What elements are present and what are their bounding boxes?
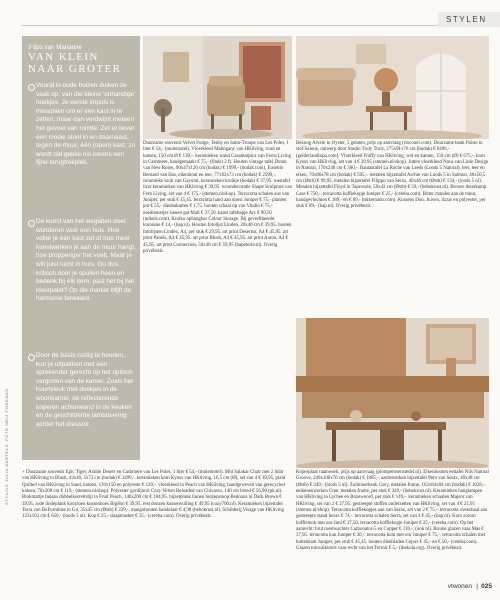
photo-window-room — [296, 36, 489, 139]
photo-credit: STYLING JULIA BARTELS, FOTO MEIJ FOREMAN — [4, 388, 9, 505]
caption-bottom: + Duurzame souvenir Epic Tiger, Arabie Desert en Cashmere van Les Poles, 1 liter € 54,- (molemotel). Mid Salakar Chair met 2 ltdat van HKliving in Blush, 43x40, 5x73 cm (bodak) € 1499,-. keramieken kom Kyuss van HKliving, 16,5 cm (Ø), set van 4 € 39,95, plaid Quilted van HKliving in Sand, katoen, 130x150 en polyester € 129,-. vloerkleed in Peach van HKliving, handgeweven van gerecycled katoen, 70x200 cm € 119,- (stemen.nl/shop). Polyester gordijnrol Cozy Velvet Reloaded van Chivasso, 140 cm breed € 56,90 (pk.nl). Blokmattje Innsau dubbelkorreltstijl in Fruit Peach, 140x200 cm € 184,95. bijzetplank linnen huizenstoop Bedoazo in Dark Brown € 39,95. rode lindeplank koorzoen kussenhoes BigHoi € 39,95. rest donzen kussenvulling € 49,95 (cozy700.nl). Keramieken bijzettafel Terra van BoFurniture to Go, 35x45 cm (Østb) € 239,-. mangohouten kandelaar € 4,98 (bebokrust.nl). Schilderij Visage van HKliving 123x163 cm € 650,- (loods 5 nl). Kop € 25,- slaapmasker € 35,- (cereba.com). Overig privébezit. — [22, 470, 286, 520]
section-label: STYLEN — [438, 12, 500, 27]
caption-column-3: Koperplaat raamwerk, prijs op aanvraag (plomperosenstedel.nl). Eikenhouten eettafel Nils Natural Groove, 240x100x76 cm (bodak) € 1885,-. aardewerken bijzettafel Pero van Serax, 40x38 cm (Østb) € 349,- (loods 5 nl). Zuiltonerbank Cosy, metalen frame, 162x84x84 cm (bodak) € 1028,-. eeikenenwerken Cree, metalen frame, per stuk € 349,- (bebokrust.nl). Keramieken hanglampen van HKliving in Lychee en Rozewoord, per stuk € 149,-. keramieken schaalen Majsor van HKliving, set van 2 € 27,95. gestreepte stoffen onderzetten van HKliving, set van 4 € 21,95 (stemen.nl/shop). Terracotta koffiekopjes aan van Serax, set van 2 € 75,-. terracotta ovensbaal aan gestreepte stand Serax € 74,-. terracotta schalen Serra, set van 4 € 45,- (bap.nl). Kom zorom koffiemok met oor Juni € 17,50. terracotta koffiekopje Juniper € 25,- (cereba.com). Op het aanrecht: brut roestwachter Carbonator-5 en Copper € 110,-, (ook nl). Bruine glazen vaas Mas € 37,95. terracotta kan Juniper € 30,-. terracotta kom met oor Juniper € 75,-. terracotta schalen met buitenkant Juniper, per stuk € 45,45. houten dienbladen Cejors € 45,- en € 50,- (cereba.com). Glazen tuinvalkurels vaas recht van het Terroir € 5,- (thekola.org). Overig privébezit. — [296, 470, 489, 552]
tips-panel — [22, 36, 140, 460]
tip-2: De kunst van het weglaten doet wonderen voor een huis. Hoe voller je een kast zet of hoe meer kunstwerken je aan de muur hangt, hoe propperiger het voelt. Maar je wilt juist lucht in huis. Go dus kritisch door je spullen heen en bedenk bij elk item: past het bij het kleurpalet? Op die manier blijft de harmonie bewaard. — [36, 218, 136, 303]
header-rule — [22, 25, 438, 26]
footer-separator: | — [476, 583, 478, 590]
tip-bullet-icon — [28, 220, 35, 227]
caption-column-2: Bekung Alvere in Oyster, 5 gelaten, prijs op aanvraag (rioconel.com). Duurzame bank Paiste in stof Salone, ontwerp door Studio Truly Truly, 275x91x76 cm (bodak) € 6490,- (gelderlandlopo.com). Vloerkleed Fluffy van HKliving, wol en katoen, 150 cm (Ø) € 675,-. kom Kyuss van HKliving, set van 4 € 39,95 (stemen.nl/shop). Jutten vloerkleed Nava van Linie Design in Natural, 170x240 cm € 580,-. Bautastafel La Roche van Leeds (Loods 5 Natural), leer, leer en eiken, 70x86x78 cm (bodak) € 595,-. metalen bijzettafel Archie van Loods 5 in Salmon, 40x50,5 cm (Østb) € 99,95. metalen bijzettafel Filippo van Serax, 40x46 cm (Østb) € 134,- (loods 5 nl). Metalen bijzettafel Floyd in Taprosole, 50x42 cm (Østb) € 59,- (bebokrust.nl). Bronze theerkamp Case € 750,-. terracotta koffiekopje Juniper € 25,- (cereba.com). Ritter mandes aan de muur, handgevlochten € 189,- en € 89,- (mikemado.com). Kussens Duo, Juiven, lizzar en polyester, per stuk € 89,- (bap.nl). Overig privébezit. — [296, 141, 489, 210]
tips-title: VAN KLEIN NAAR GROTER — [28, 51, 122, 75]
photo-kitchen — [296, 318, 489, 468]
footer-brand: vtwonen — [447, 583, 472, 590]
tip-bullet-icon — [28, 354, 35, 361]
photo-reading-corner — [143, 36, 292, 139]
tip-3: Door de basis rustig te houden, kun je uitpakken met een sprekender gerecht op het optisch vergroten van de kamer. Zoals het kuurtyleuk met doekjes in de woonkamer, de reflecterende koperen achterwand in de keuken en de geschilderde lambrisering achter het dressoir. — [36, 352, 133, 428]
tips-kicker: 3 tips van Marianne — [28, 44, 82, 51]
page-number: 025 — [481, 583, 492, 590]
tip-bullet-icon — [28, 84, 35, 91]
tip-1: Vooral in oude huizen duiken ze vaak op: van die kleine ‘onhandige’ hoekjes. Je eerste impuls is misschien om er een kast in te zetten, maar dan verdwijnt meteen het gevoel van ruimte. Zet er liever een mooie stoel in en daarnaast, tegen de muur, één (open) kast, zo wordt dat gekke nis ineens een fijne terugtrekplek. — [36, 82, 136, 167]
caption-column-1: Duurzame souvenir Velvet Fudge, Teddy en Satin-Troupe van Les Poles, 1 liter € 54,- (molemotel). Vloerkleed Mahogany van HKliving, rond en katoen, 150 cm Ø € 139,-. keramieken wand Casamarpica van Ferns Living in Cashmere, handgemaakt € 75,- (finds) 2 ft. Houten vintage tafel Dotan van New Roses, 90x47x120 cm (bodak) € 1999,- (bodak.com). Eusebio Bernard van Has, eikenhout en leer, 77x62x73 cm (bodak) € 2599,-. ceramieke kruk van Gayumi, keramieken kruikje (bodak) € 37,95. wastafel lizzt keramieken van HKliving € 39,95. woondecoratie Shape Sculpture van Fern Living, set van 4 € 175,- (stemen.nl/shop). Terracotta schalen aus van Juniper, per stuk € 45,45. terracotta hand aan doosl Juniper € 75,- planten pot € 55,- dienbakarten € 1,75. houten schaal op van Vindio € 75,- needlemeijer sienen gat Mall € 37,50. kaars tafeltapje Arc € 90,50 (mikels.com). Kruiku ophangbar Colour Storage. Bij geverftheerde kuronnie € 14,- (bap.nl). Houten fotolijst Linden, 20x40 cm € 39,95. houten fotolijsten Linden, A4, per stuk € 29,95. art print Desertus, A4 € 45,95. art print Panels, A4 € 45,95. art print Blush, A4 € 45,95. art print Aaron, A4 € 45,95. art print Connection, 50x40 cm € 59,95 (bapetorie.nl). Overig privébezit. — [143, 141, 292, 254]
